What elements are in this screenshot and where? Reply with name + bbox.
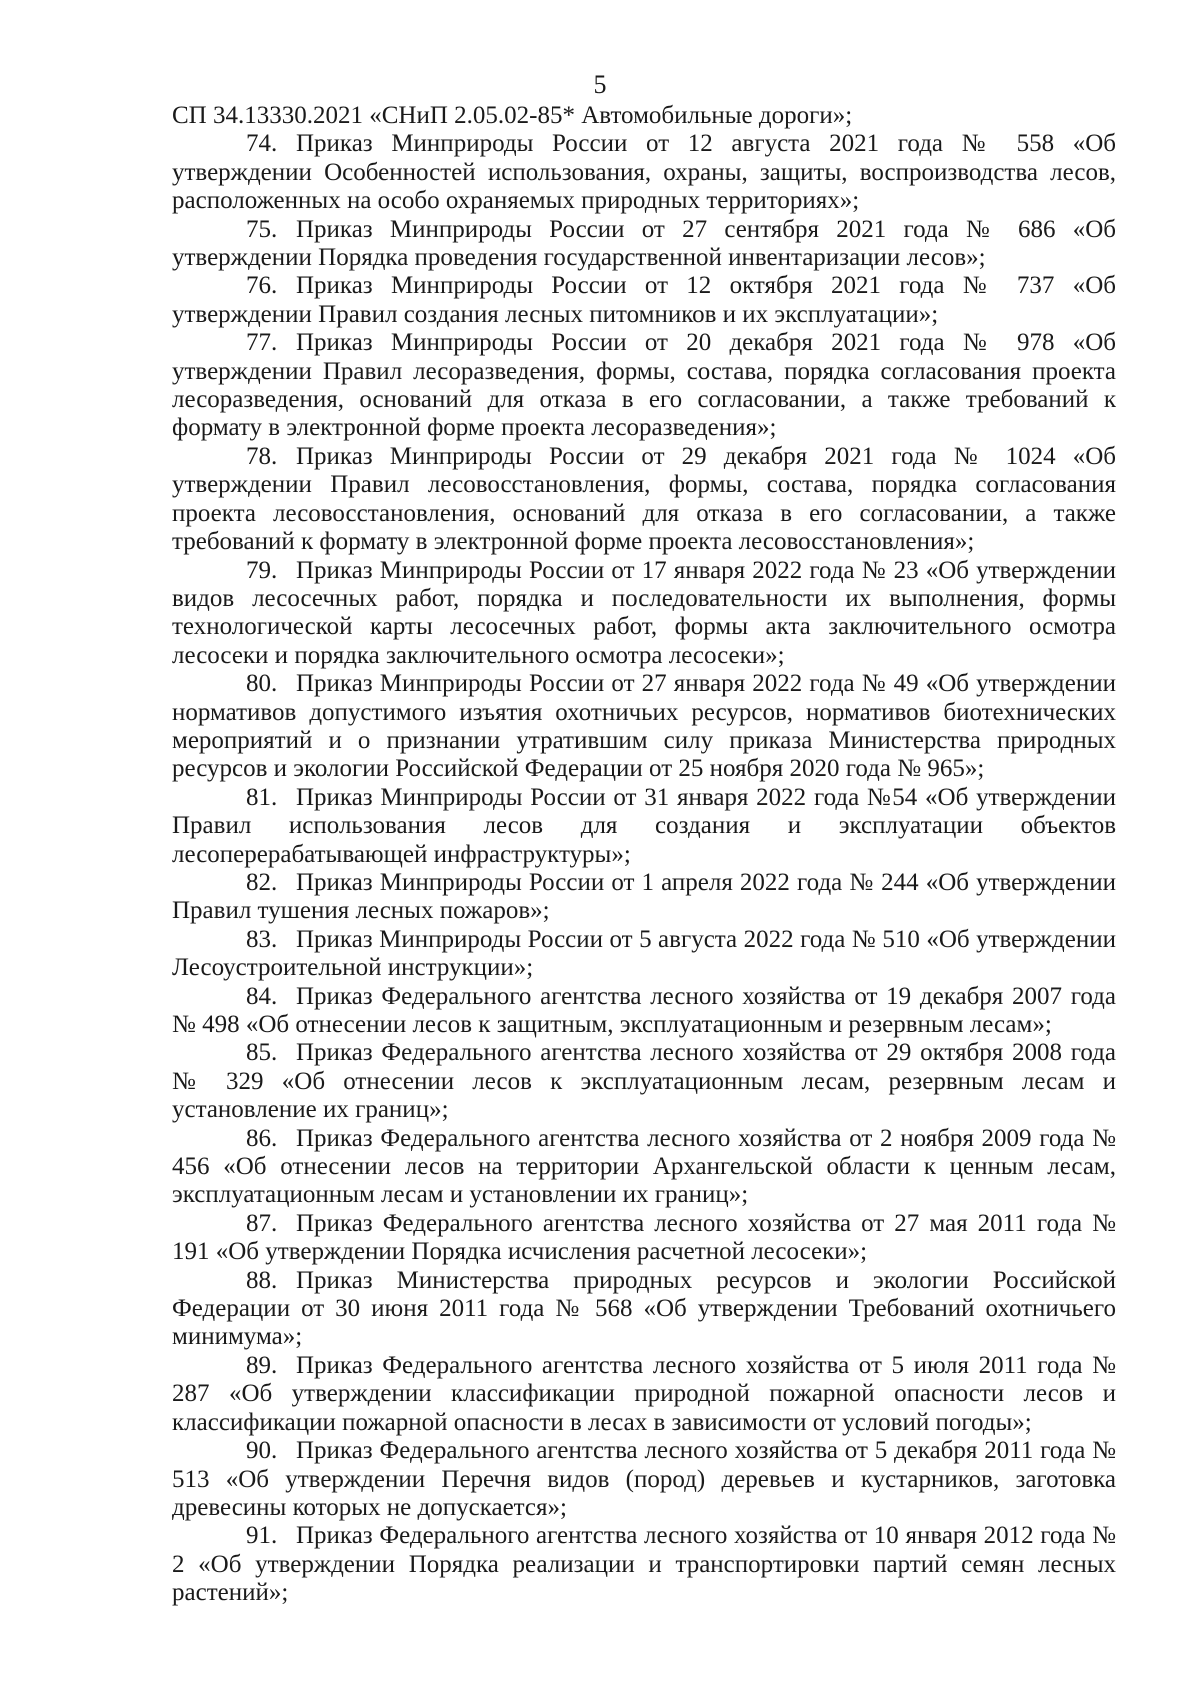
continuation-text: СП 34.13330.2021 «СНиП 2.05.02-85* Автомобильные дороги»; bbox=[172, 102, 853, 129]
item-text: Приказ Федерального агентства лесного хозяйства от 27 мая 2011 года № 191 «Об утверждении Порядка исчисления расчетной лесосеки»; bbox=[172, 1209, 1116, 1266]
item-text: Приказ Министерства природных ресурсов и экологии Российской Федерации от 30 июня 2011 года № 568 «Об утверждении Требований охотничьего минимума»; bbox=[172, 1266, 1116, 1351]
list-item bbox=[172, 1437, 1116, 1522]
list-item bbox=[172, 1039, 1116, 1124]
item-text: Приказ Федерального агентства лесного хозяйства от 5 июля 2011 года № 287 «Об утверждении классификации природной пожарной опасности лесов и классификации пожарной опасности в лесах в зависимости от условий погоды»; bbox=[172, 1351, 1116, 1436]
list-item bbox=[172, 443, 1116, 557]
list-item bbox=[172, 329, 1116, 443]
item-number: 80. bbox=[246, 670, 278, 698]
item-number: 87. bbox=[246, 1209, 278, 1237]
list-item bbox=[172, 1522, 1116, 1607]
item-text: Приказ Минприроды России от 12 августа 2021 года № 558 «Об утверждении Особенностей использования, охраны, защиты, воспроизводства лесов, расположенных на особо охраняемых природных территориях»; bbox=[172, 130, 1116, 215]
item-number: 89. bbox=[246, 1351, 278, 1379]
item-number: 78. bbox=[246, 442, 278, 470]
item-number: 74. bbox=[246, 130, 278, 158]
item-text: Приказ Федерального агентства лесного хозяйства от 10 января 2012 года № 2 «Об утверждении Порядка реализации и транспортировки партий семян лесных растений»; bbox=[172, 1522, 1116, 1607]
item-text: Приказ Федерального агентства лесного хозяйства от 19 декабря 2007 года № 498 «Об отнесении лесов к защитным, эксплуатационным и резервным лесам»; bbox=[172, 982, 1116, 1038]
item-text: Приказ Минприроды России от 12 октября 2021 года № 737 «Об утверждении Правил создания лесных питомников и их эксплуатации»; bbox=[172, 272, 1116, 328]
item-number: 85. bbox=[246, 1039, 278, 1067]
list-item bbox=[172, 1210, 1116, 1267]
item-text: Приказ Минприроды России от 5 августа 2022 года № 510 «Об утверждении Лесоустроительной инструкции»; bbox=[172, 925, 1116, 982]
item-text: Приказ Минприроды России от 20 декабря 2021 года № 978 «Об утверждении Правил лесоразведения, формы, состава, порядка согласования проекта лесоразведения, оснований для отказа в его согласовании, а также требований к формату в электронной форме проекта лесоразведения»; bbox=[172, 329, 1116, 442]
item-number: 76. bbox=[246, 272, 278, 300]
item-text: Приказ Федерального агентства лесного хозяйства от 5 декабря 2011 года № 513 «Об утверждении Перечня видов (пород) деревьев и кустарников, заготовка древесины которых не допускается»; bbox=[172, 1437, 1116, 1521]
page-number: 5 bbox=[593, 70, 607, 99]
list-item bbox=[172, 1125, 1116, 1210]
item-number: 88. bbox=[246, 1266, 278, 1294]
list-item bbox=[172, 130, 1116, 215]
item-number: 77. bbox=[246, 329, 278, 357]
item-number: 79. bbox=[246, 556, 278, 584]
item-number: 75. bbox=[246, 215, 278, 243]
list-item bbox=[172, 272, 1116, 329]
list-item bbox=[172, 216, 1116, 273]
item-text: Приказ Минприроды России от 17 января 2022 года № 23 «Об утверждении видов лесосечных работ, порядка и последовательности их выполнения, формы технологической карты лесосечных работ, формы акта заключительного осмотра лесосеки и порядка заключительного осмотра лесосеки»; bbox=[172, 556, 1116, 669]
list-item bbox=[172, 983, 1116, 1040]
item-text: Приказ Федерального агентства лесного хозяйства от 29 октября 2008 года № 329 «Об отнесении лесов к эксплуатационным лесам, резервным лесам и установление их границ»; bbox=[172, 1039, 1116, 1124]
document-body bbox=[172, 102, 1116, 1608]
list-item bbox=[172, 869, 1116, 926]
item-text: Приказ Минприроды России от 31 января 2022 года №54 «Об утверждении Правил использования лесов для создания и эксплуатации объектов лесоперерабатывающей инфраструктуры»; bbox=[172, 783, 1116, 868]
list-item bbox=[172, 784, 1116, 869]
list-item bbox=[172, 926, 1116, 983]
item-number: 82. bbox=[246, 868, 278, 896]
item-number: 90. bbox=[246, 1437, 278, 1465]
list-item bbox=[172, 670, 1116, 784]
list-item bbox=[172, 557, 1116, 671]
item-number: 81. bbox=[246, 783, 278, 811]
item-text: Приказ Минприроды России от 27 сентября 2021 года № 686 «Об утверждении Порядка проведения государственной инвентаризации лесов»; bbox=[172, 215, 1116, 272]
list-item bbox=[172, 1352, 1116, 1437]
item-number: 91. bbox=[246, 1522, 278, 1550]
item-text: Приказ Минприроды России от 27 января 2022 года № 49 «Об утверждении нормативов допустимого изъятия охотничьих ресурсов, нормативов биотехнических мероприятий и о признании утратившим силу приказа Министерства природных ресурсов и экологии Российской Федерации от 25 ноября 2020 года № 965»; bbox=[172, 670, 1116, 783]
item-text: Приказ Минприроды России от 29 декабря 2021 года № 1024 «Об утверждении Правил лесовосстановления, формы, состава, порядка согласования проекта лесовосстановления, оснований для отказа в его согласовании, а также требований к формату в электронной форме проекта лесовосстановления»; bbox=[172, 442, 1116, 556]
item-text: Приказ Федерального агентства лесного хозяйства от 2 ноября 2009 года № 456 «Об отнесении лесов на территории Архангельской области к ценным лесам, эксплуатационным лесам и установлении их границ»; bbox=[172, 1124, 1116, 1209]
list-item bbox=[172, 1267, 1116, 1352]
item-text: Приказ Минприроды России от 1 апреля 2022 года № 244 «Об утверждении Правил тушения лесных пожаров»; bbox=[172, 868, 1116, 925]
item-number: 86. bbox=[246, 1124, 278, 1152]
item-number: 84. bbox=[246, 982, 278, 1010]
item-number: 83. bbox=[246, 925, 278, 953]
